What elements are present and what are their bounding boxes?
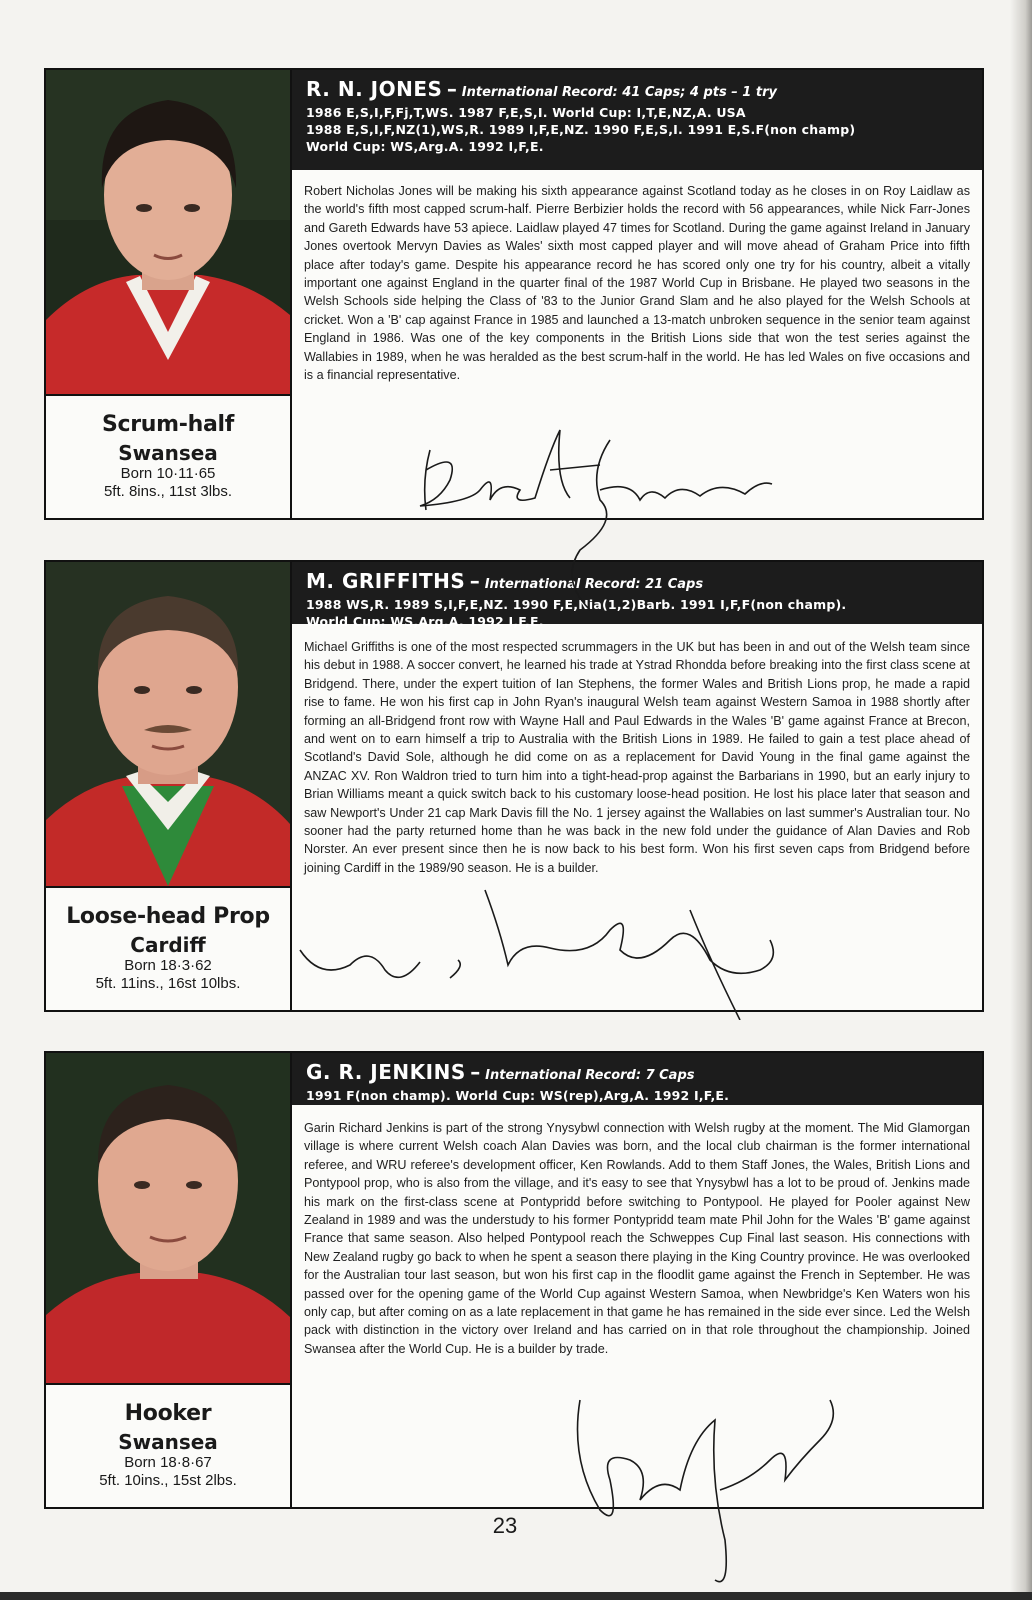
player-photo-griffiths (46, 562, 290, 886)
player-club: Swansea (118, 1430, 218, 1454)
player-bio-jenkins: Garin Richard Jenkins is part of the strong Ynysybwl connection with Welsh rugby at the moment. The Mid Glamorgan village is where current Welsh coach Alan Davies was born, and the local club chairman is the former international referee, and WRU referee's development officer, Ken Rowlands. Add to them Staff Jones, the Wales, British Lions and Pontypool prop, who is also from the village, and it's easy to see that Ynysybwl has a lot to be proud of. Jenkins made his mark on the first-class scene at Pontypridd before switching to Pontypool. He played for Pooler against New Zealand in 1989 and was the understudy to his former Pontypridd team mate Phil John for the Wales 'B' game against France that same season. Also helped Pontypool reach the Schweppes Cup Final last season. His connections with New Zealand rugby go back to when he spent a season there playing in the King Country province. He was overlooked for the Australian tour last season, but won his first cap in the floodlit game against the French in September. He was passed over for the opening game of the World Cup against Western Samoa, when Newbridge's Ken Waters won his only cap, but after coming on as a late replacement in that game he has remained in the side ever since. Led the Welsh pack with distinction in the victory over Ireland and has carried on in that role throughout the championship. Joined Swansea after the World Cup. He is a builder by trade. (304, 1121, 970, 1356)
player-size: 5ft. 11ins., 16st 10lbs. (95, 975, 241, 992)
player-position: Hooker (124, 1401, 212, 1426)
player-size: 5ft. 10ins., 15st 2lbs. (99, 1472, 237, 1489)
player-info-griffiths (46, 886, 290, 1010)
player-name: G. R. JENKINS (306, 1060, 466, 1084)
page-bottom-edge (0, 1592, 1032, 1600)
player-born: Born 10·11·65 (120, 465, 216, 482)
player-born: Born 18·3·62 (124, 957, 212, 974)
caps-line: 1988 E,S,I,F,NZ(1),WS,R. 1989 I,F,E,NZ. 1990 F,E,S,I. 1991 E,S.F(non champ) (306, 122, 856, 137)
caps-line: 1988 WS,R. 1989 S,I,F,E,NZ. 1990 F,E,Nia(1,2)Barb. 1991 I,F,F(non champ). (306, 597, 847, 612)
international-record: International Record: 7 Caps (485, 1068, 695, 1083)
caps-line: World Cup: WS,Arg.A. 1992 I,F,E. (306, 139, 544, 154)
international-record: International Record: 21 Caps (484, 577, 704, 592)
player-photo-jones (46, 70, 290, 394)
player-card-jenkins (44, 1051, 984, 1509)
player-header-jones: R. N. JONES – International Record: 41 Caps; 4 pts – 1 try 1986 E,S,I,F,Fj,T,WS. 1987 F,E,S,I. World Cup: I,T,E,NZ,A. USA 1988 E,S,I,F,NZ(1),WS,R. 1989 I,F,E,NZ. 1990 F,E,S,I. 1991 E,S.F(non champ) World Cup: WS,Arg.A. 1992 I,F,E. (292, 70, 982, 170)
player-name: M. GRIFFITHS (306, 569, 466, 593)
caps-line: 1986 E,S,I,F,Fj,T,WS. 1987 F,E,S,I. World Cup: I,T,E,NZ,A. USA (306, 105, 746, 120)
player-info-jones (46, 394, 290, 518)
player-card-griffiths (44, 560, 984, 1012)
player-position: Loose-head Prop (66, 904, 270, 929)
player-bio-jones: Robert Nicholas Jones will be making his sixth appearance against Scotland today as he closes in on Roy Laidlaw as the world's fifth most capped scrum-half. Pierre Berbizier holds the record with 56 appearances, while Nick Farr-Jones and Gareth Edwards have 53 apiece. Laidlaw played 47 times for Scotland. During the game against Ireland in January Jones overtook Mervyn Davies as Wales' sixth most capped player and will move ahead of Graham Price into fifth place after today's game. Despite his appearance record he has scored only one try for his country, albeit a vitally important one against England in the quarter final of the 1987 World Cup in Brisbane. He played two seasons in the Welsh Schools side helping the Class of '83 to the Junior Grand Slam and he also played for the Welsh Schools at cricket. Won a 'B' cap against France in 1985 and launched a 13-match unbroken sequence in the senior team against England in 1986. Was one of the key components in the British Lions side that won the test series against the Wallabies in 1989, when he was heralded as the best scrum-half in the world. He has led Wales on five occasions and is a financial representative. (304, 184, 970, 383)
player-club: Swansea (118, 441, 218, 465)
player-header-griffiths: M. GRIFFITHS – International Record: 21 Caps 1988 WS,R. 1989 S,I,F,E,NZ. 1990 F,E,Nia(1,2)Barb. 1991 I,F,F(non champ). World Cup: WS,Arg,A. 1992 I,F,E. (292, 562, 982, 624)
player-header-jenkins: G. R. JENKINS – International Record: 7 Caps 1991 F(non champ). World Cup: WS(rep),Arg,A. 1992 I,F,E. (292, 1053, 982, 1105)
card-divider (290, 1053, 292, 1507)
player-photo-jenkins (46, 1053, 290, 1383)
player-club: Cardiff (130, 933, 206, 957)
player-card-jones (44, 68, 984, 520)
page-number: 23 (492, 1513, 518, 1538)
page-edge-shadow (1010, 0, 1032, 1600)
player-bio-griffiths: Michael Griffiths is one of the most respected scrummagers in the UK but has been in and out of the Welsh team since his debut in 1988. A soccer convert, he learned his trade at Ystrad Rhondda before breaking into the first class scene at Bridgend. There, under the expert tuition of Ian Stephens, the former Wales and British Lions prop, he made a rapid rise to fame. He won his first cap in John Ryan's inaugural Welsh team against Western Samoa in 1988 shortly after forming an all-Bridgend front row with Wayne Hall and Paul Edwards in the Wales 'B' game against France at Brecon, and went on to earn himself a trip to Australia with the British Lions in 1989. He failed to gain a test place ahead of Scotland's David Sole, although he did come on as a replacement for David Young in the final game against the ANZAC XV. Ron Waldron tried to turn him into a tight-head-prop against the Barbarians in 1990, but an early injury to Brian Williams meant a quick switch back to his customary loose-head position. He lost his place later that season and saw Newport's Under 21 cap Mark Davis fill the No. 1 jersey against the Wallabies on last summer's Australian tour. No sooner had the party returned home than he was back in the new fold under the guidance of Alan Davies and Rob Norster. An ever present since then he is now back to his best form. Won his first seven caps from Bridgend before joining Cardiff in the 1989/90 season. He is a builder. (304, 640, 970, 875)
caps-line: World Cup: WS,Arg,A. 1992 I,F,E. (306, 614, 544, 629)
player-size: 5ft. 8ins., 11st 3lbs. (103, 483, 233, 500)
player-position: Scrum-half (101, 412, 235, 437)
player-info-jenkins (46, 1383, 290, 1507)
player-born: Born 18·8·67 (124, 1454, 212, 1471)
international-record: International Record: 41 Caps; 4 pts – 1 try (461, 85, 777, 100)
caps-line: 1991 F(non champ). World Cup: WS(rep),Arg,A. 1992 I,F,E. (306, 1088, 730, 1103)
card-divider (290, 562, 292, 1010)
player-name: R. N. JONES (306, 77, 443, 101)
